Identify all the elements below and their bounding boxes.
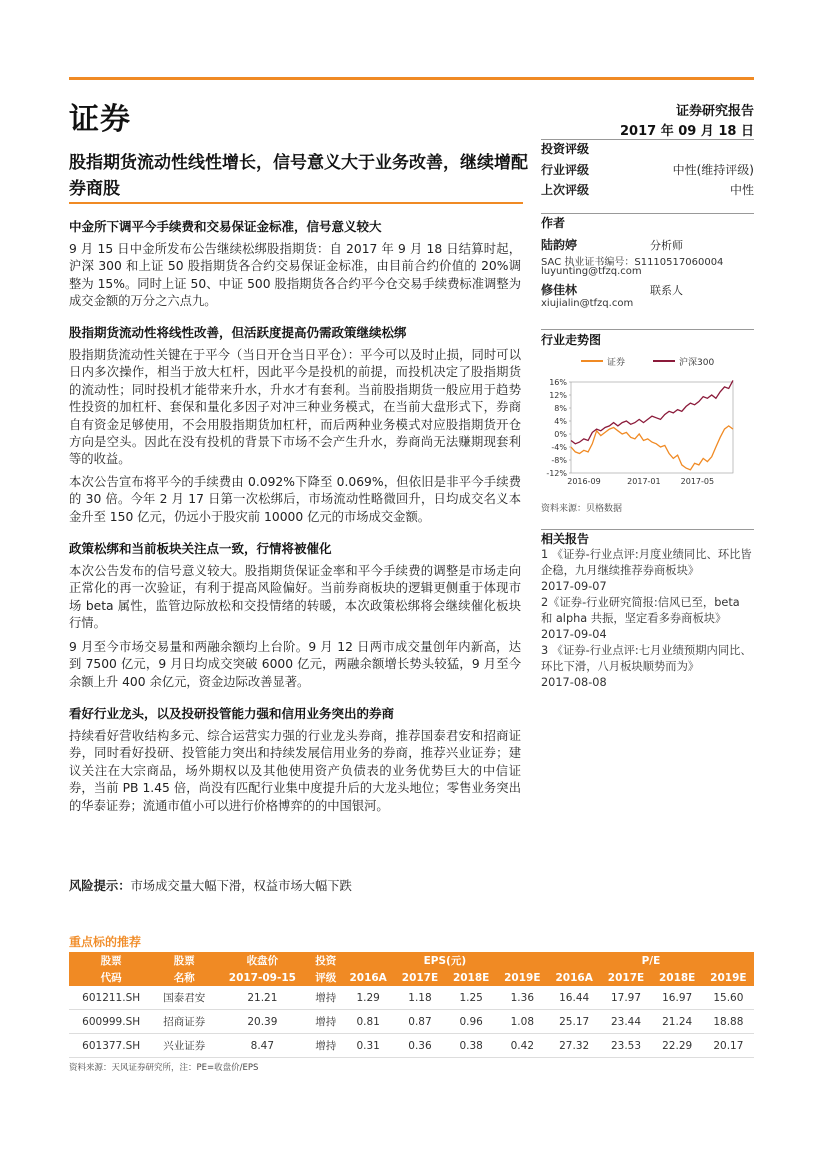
table-cell: 16.97 bbox=[652, 986, 703, 1010]
author1-sac: SAC 执业证书编号：S1110517060004 bbox=[541, 257, 724, 268]
related-list bbox=[541, 547, 754, 691]
table-header: 名称 bbox=[153, 969, 215, 986]
related-item[interactable] bbox=[541, 547, 754, 595]
table-header-row-1 bbox=[69, 952, 754, 969]
table-cell: 1.18 bbox=[394, 986, 445, 1010]
section-2-para-2: 本次公告宣布将平今的手续费由 0.092%下降至 0.069%，但依旧是非平今手续费的 30 倍。今年 2 月 17 日第一次松绑后，市场流动性略微回升，日均成交名义本金升至 150 亿元，仍远小于股灾前 10000 亿元的市场成交金额。 bbox=[69, 475, 521, 524]
legend-label-securities: 证券 bbox=[607, 358, 626, 368]
table-title: 重点标的推荐 bbox=[69, 935, 142, 949]
table-cell: 15.60 bbox=[703, 986, 754, 1010]
x-tick-label: 2017-05 bbox=[680, 477, 715, 486]
table-header: 2017-09-15 bbox=[215, 969, 309, 986]
trend-title: 行业走势图 bbox=[541, 333, 602, 347]
related-item-date: 2017-09-04 bbox=[541, 628, 607, 641]
table-cell: 国泰君安 bbox=[153, 986, 215, 1010]
last-rating-label: 上次评级 bbox=[541, 183, 590, 197]
table-cell: 23.44 bbox=[600, 1010, 651, 1034]
table-header: 代码 bbox=[69, 969, 153, 986]
section-3-para-2: 9 月至今市场交易量和两融余额均上台阶。9 月 12 日两市成交量创年内新高，达到 7500 亿元，9 月日均成交突破 6000 亿元，两融余额增长势头较猛，9 月至今余额上升 400 余亿元，资金边际改善显著。 bbox=[69, 640, 521, 689]
table-cell: 20.17 bbox=[703, 1034, 754, 1058]
table-row bbox=[69, 1010, 754, 1034]
report-title: 股指期货流动性线性增长，信号意义大于业务改善，继续增配券商股 bbox=[69, 153, 528, 199]
table-header: 评级 bbox=[310, 969, 342, 986]
table-cell: 17.97 bbox=[600, 986, 651, 1010]
risk-text: 市场成交量大幅下滑，权益市场大幅下跌 bbox=[130, 879, 352, 893]
table-header: 2016A bbox=[342, 969, 395, 986]
table-cell: 1.36 bbox=[497, 986, 548, 1010]
table-header: P/E bbox=[548, 952, 754, 969]
table-cell: 21.21 bbox=[215, 986, 309, 1010]
x-tick-label: 2017-01 bbox=[627, 477, 661, 486]
chart-legend bbox=[581, 356, 714, 368]
table-cell: 增持 bbox=[310, 1034, 342, 1058]
table-source: 资料来源：天风证券研究所，注：PE=收盘价/EPS bbox=[69, 1063, 259, 1073]
section-1-para-1: 9 月 15 日中金所发布公告继续松绑股指期货：自 2017 年 9 月 18 日结算时起，沪深 300 和上证 50 股指期货各合约交易保证金标准，由目前合约价值的 20%调整为 15%。同时上证 50、中证 500 股指期货各合约平今仓交易手续费标准调整为成交金额的万分之六点九。 bbox=[69, 242, 521, 309]
table-cell: 0.38 bbox=[446, 1034, 497, 1058]
table-header: 2019E bbox=[497, 969, 548, 986]
table-cell: 招商证券 bbox=[153, 1010, 215, 1034]
table-cell: 1.29 bbox=[342, 986, 395, 1010]
y-tick-label: 16% bbox=[549, 378, 567, 387]
industry-rating-value: 中性(维持评级) bbox=[672, 163, 754, 177]
risk-note bbox=[69, 876, 352, 894]
table-cell: 600999.SH bbox=[69, 1010, 153, 1034]
author2-email[interactable]: xiujialin@tfzq.com bbox=[541, 298, 634, 309]
table-header: 2019E bbox=[703, 969, 754, 986]
related-item-text[interactable]: 2《证券-行业研究简报:信风已至，beta 和 alpha 共振，坚定看多券商板块》 bbox=[541, 596, 740, 625]
table-header: 2016A bbox=[548, 969, 601, 986]
table-cell: 0.36 bbox=[394, 1034, 445, 1058]
section-4-para-1: 持续看好营收结构多元、综合运营实力强的行业龙头券商，推荐国泰君安和招商证券，同时看好投研、投管能力突出和持续发展信用业务的券商，推荐兴业证券；建议关注在大宗商品，场外期权以及其他使用资产负债表的业务优势巨大的中信证券，当前 PB 1.45 倍，尚没有匹配行业集中度提升后的大龙头地位；零售业务突出的华泰证券；流通市值小可以进行价格博弈的的中国银河。 bbox=[69, 729, 521, 813]
series-line-securities bbox=[571, 426, 733, 470]
table-header: 2017E bbox=[600, 969, 651, 986]
y-tick-label: -8% bbox=[551, 456, 567, 465]
report-type: 证券研究报告 bbox=[675, 104, 754, 119]
section-2-para-1: 股指期货流动性关键在于平今（当日开仓当日平仓）：平今可以及时止损，同时可以日内多次操作，相当于放大杠杆，因此平今是投机的前提，而投机决定了股指期货的流动性；同时投机才能带来升水，升水才有套利。当前股指期货一般应用于趋势性投资的加杠杆、套保和量化多因子对冲三种业务模式，在当前大盘形式下，券商自有资金足够使用，不会用股指期货加杠杆，而后两种业务模式对应股指期货开仓方向是空头。因此在没有投机的背景下市场不会产生升水，券商尚无法赚期现套利等的收益。 bbox=[69, 348, 521, 467]
y-tick-label: -4% bbox=[551, 443, 567, 452]
author1-name: 陆韵婷 bbox=[541, 238, 578, 252]
table-cell: 16.44 bbox=[548, 986, 601, 1010]
table-cell: 23.53 bbox=[600, 1034, 651, 1058]
y-tick-label: 0% bbox=[554, 430, 567, 439]
last-rating-value: 中性 bbox=[729, 183, 754, 197]
author2-name: 修佳林 bbox=[541, 283, 578, 297]
table-cell: 22.29 bbox=[652, 1034, 703, 1058]
table-cell: 1.25 bbox=[446, 986, 497, 1010]
x-tick-label: 2016-09 bbox=[567, 477, 601, 486]
risk-label: 风险提示： bbox=[69, 879, 131, 893]
author-title: 作者 bbox=[541, 216, 566, 230]
rating-title: 投资评级 bbox=[541, 142, 590, 156]
table-header: EPS(元) bbox=[342, 952, 548, 969]
industry-rating-label: 行业评级 bbox=[541, 163, 590, 177]
y-tick-label: 12% bbox=[549, 391, 567, 400]
sidebar-rule bbox=[541, 329, 754, 330]
section-2-heading: 股指期货流动性将线性改善，但活跃度提高仍需政策继续松绑 bbox=[69, 325, 407, 340]
y-tick-label: 4% bbox=[554, 417, 567, 426]
sidebar-rule bbox=[541, 213, 754, 214]
last-rating bbox=[541, 181, 754, 198]
table-header: 投资 bbox=[310, 952, 342, 969]
chart-plot-area bbox=[571, 380, 733, 469]
report-date: 2017 年 09 月 18 日 bbox=[620, 124, 754, 139]
table-cell: 601377.SH bbox=[69, 1034, 153, 1058]
section-3-para-1: 本次公告发布的信号意义较大。股指期货保证金率和平今手续费的调整是市场走向正常化的再一次验证，有利于提高风险偏好。当前券商板块的逻辑更侧重于体现市场 beta 属性，监管边际放松和交投情绪的转暖，本次政策松绑将会继续催化板块行情。 bbox=[69, 564, 521, 631]
related-item[interactable] bbox=[541, 595, 754, 643]
table-cell: 0.42 bbox=[497, 1034, 548, 1058]
section-3-heading: 政策松绑和当前板块关注点一致，行情将被催化 bbox=[69, 541, 332, 556]
table-cell: 0.96 bbox=[446, 1010, 497, 1034]
table-cell: 0.81 bbox=[342, 1010, 395, 1034]
top-rule bbox=[69, 77, 754, 80]
author1-role: 分析师 bbox=[650, 239, 683, 252]
section-1-heading: 中金所下调平今手续费和交易保证金标准，信号意义较大 bbox=[69, 219, 382, 234]
table-header-row-2 bbox=[69, 969, 754, 986]
table-cell: 20.39 bbox=[215, 1010, 309, 1034]
table-header: 收盘价 bbox=[215, 952, 309, 969]
table-cell: 27.32 bbox=[548, 1034, 601, 1058]
table-header: 股票 bbox=[153, 952, 215, 969]
table-row bbox=[69, 1034, 754, 1058]
y-tick-label: 8% bbox=[554, 404, 567, 413]
table-cell: 8.47 bbox=[215, 1034, 309, 1058]
table-header: 2018E bbox=[652, 969, 703, 986]
table-cell: 兴业证券 bbox=[153, 1034, 215, 1058]
chart-source: 资料来源：贝格数据 bbox=[541, 504, 623, 514]
table-cell: 25.17 bbox=[548, 1010, 601, 1034]
related-item-date: 2017-09-07 bbox=[541, 580, 607, 593]
recommendation-table bbox=[69, 952, 754, 1058]
table-cell: 601211.SH bbox=[69, 986, 153, 1010]
sector-title: 证券 bbox=[69, 102, 131, 137]
author1-email[interactable]: luyunting@tfzq.com bbox=[541, 266, 642, 277]
table-cell: 增持 bbox=[310, 986, 342, 1010]
related-item[interactable] bbox=[541, 643, 754, 691]
author2-role: 联系人 bbox=[650, 284, 683, 297]
legend-label-hs300: 沪深300 bbox=[679, 358, 715, 368]
table-row bbox=[69, 986, 754, 1010]
section-4-heading: 看好行业龙头，以及投研投管能力强和信用业务突出的券商 bbox=[69, 706, 395, 721]
table-header: 股票 bbox=[69, 952, 153, 969]
industry-trend-chart bbox=[541, 350, 754, 490]
table-cell: 0.31 bbox=[342, 1034, 395, 1058]
table-cell: 0.87 bbox=[394, 1010, 445, 1034]
related-item-text[interactable]: 3 《证券-行业点评:七月业绩预期内同比、环比下滑，八月板块顺势而为》 bbox=[541, 644, 752, 673]
table-cell: 18.88 bbox=[703, 1010, 754, 1034]
industry-rating bbox=[541, 161, 754, 178]
table-cell: 1.08 bbox=[497, 1010, 548, 1034]
table-header: 2018E bbox=[446, 969, 497, 986]
y-tick-label: -12% bbox=[546, 469, 567, 478]
related-item-text[interactable]: 1 《证券-行业点评:月度业绩同比、环比皆企稳，九月继续推荐券商板块》 bbox=[541, 548, 752, 577]
title-rule bbox=[69, 202, 523, 204]
table-cell: 21.24 bbox=[652, 1010, 703, 1034]
related-item-date: 2017-08-08 bbox=[541, 676, 607, 689]
related-title: 相关报告 bbox=[541, 532, 590, 546]
table-cell: 增持 bbox=[310, 1010, 342, 1034]
table-header: 2017E bbox=[394, 969, 445, 986]
chart-axes bbox=[546, 378, 733, 486]
